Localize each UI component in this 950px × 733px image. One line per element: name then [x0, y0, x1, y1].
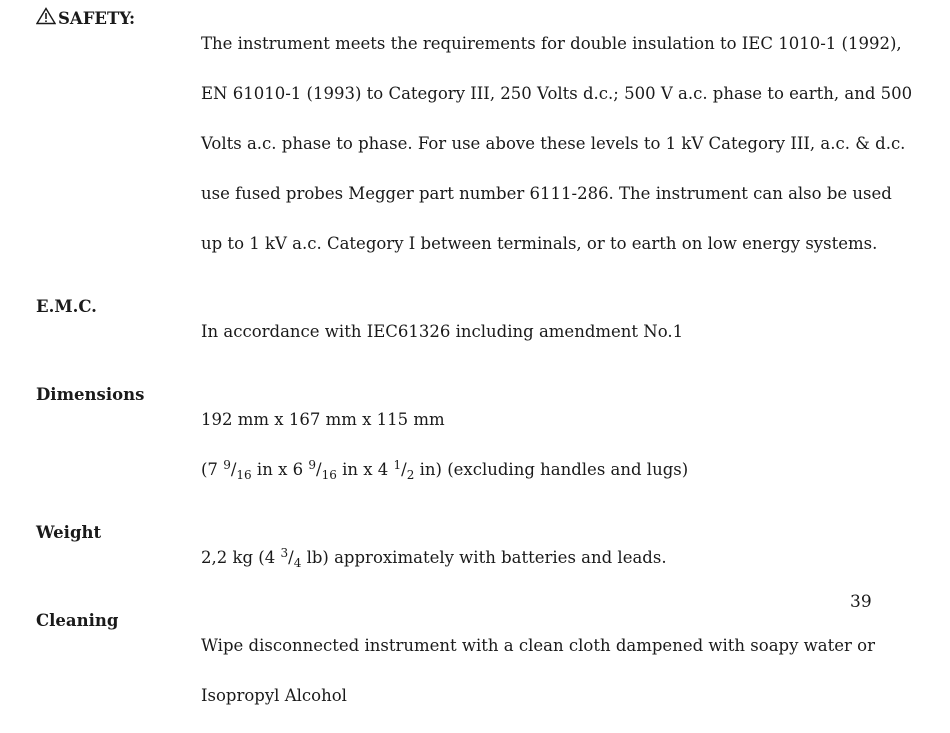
spec-label-safety: [36, 6, 201, 31]
safety-line-4: use fused probes Megger part number 6111-286. The instrument can also be used: [201, 184, 892, 203]
spec-row-safety: [36, 6, 916, 281]
spec-label-emc: E.M.C.: [36, 297, 97, 316]
fraction-denominator: 16: [321, 468, 337, 482]
spec-value-weight: [201, 520, 916, 595]
fraction-numerator: 9: [308, 458, 316, 472]
page-number: 39: [850, 592, 872, 612]
spec-label-safety-text: SAFETY:: [58, 9, 136, 28]
dimensions-metric: 192 mm x 167 mm x 115 mm: [201, 410, 445, 429]
warning-triangle-icon: [36, 7, 56, 25]
fraction-nine-sixteenths: $^9/_{16}$: [308, 458, 337, 482]
safety-line-2: EN 61010-1 (1993) to Category III, 250 Volts d.c.; 500 V a.c. phase to earth, and 500: [201, 84, 913, 103]
spec-label-weight: Weight: [36, 523, 102, 542]
weight-prefix: 2,2 kg (4: [201, 548, 281, 567]
spec-row-weight: [36, 520, 916, 595]
weight-text: [201, 545, 916, 570]
spec-row-cleaning: [36, 608, 916, 733]
spec-value-dimensions: [201, 382, 916, 507]
fraction-denominator: 2: [406, 468, 415, 482]
weight-suffix: lb) approximately with batteries and leads.: [301, 548, 667, 567]
fraction-denominator: 4: [293, 556, 302, 570]
spec-value-emc: [201, 294, 916, 369]
fraction-numerator: 3: [280, 546, 289, 560]
safety-line-5: up to 1 kV a.c. Category I between terminals, or to earth on low energy systems.: [201, 234, 878, 253]
cleaning-line-2: Isopropyl Alcohol: [201, 686, 347, 705]
spec-value-safety: [201, 6, 916, 281]
dim-text-mid-2: in x 4: [336, 460, 394, 479]
dim-text-open: (7: [201, 460, 224, 479]
safety-line-1: The instrument meets the requirements for double insulation to IEC 1010-1 (1992),: [201, 34, 902, 53]
safety-line-3: Volts a.c. phase to phase. For use above these levels to 1 kV Category III, a.c. & d.c.: [201, 134, 906, 153]
spec-label-dimensions: Dimensions: [36, 385, 145, 404]
spec-label-cleaning: Cleaning: [36, 611, 119, 630]
spec-row-emc: [36, 294, 916, 369]
spec-row-dimensions: [36, 382, 916, 507]
dimensions-imperial: [201, 457, 916, 482]
spec-value-cleaning: [201, 608, 916, 733]
fraction-three-quarters: $^3/_4$: [280, 546, 302, 570]
emc-text: In accordance with IEC61326 including amendment No.1: [201, 322, 684, 341]
specifications-table: [36, 6, 916, 733]
dim-text-close: in) (excluding handles and lugs): [414, 460, 689, 479]
fraction-denominator: 16: [236, 468, 252, 482]
fraction-one-half: $^1/_2$: [393, 458, 415, 482]
fraction-nine-sixteenths: $^9/_{16}$: [223, 458, 252, 482]
cleaning-line-1: Wipe disconnected instrument with a clean cloth dampened with soapy water or: [201, 636, 875, 655]
fraction-numerator: 1: [393, 458, 402, 472]
dim-text-mid-1: in x 6: [251, 460, 309, 479]
fraction-numerator: 9: [223, 458, 231, 472]
